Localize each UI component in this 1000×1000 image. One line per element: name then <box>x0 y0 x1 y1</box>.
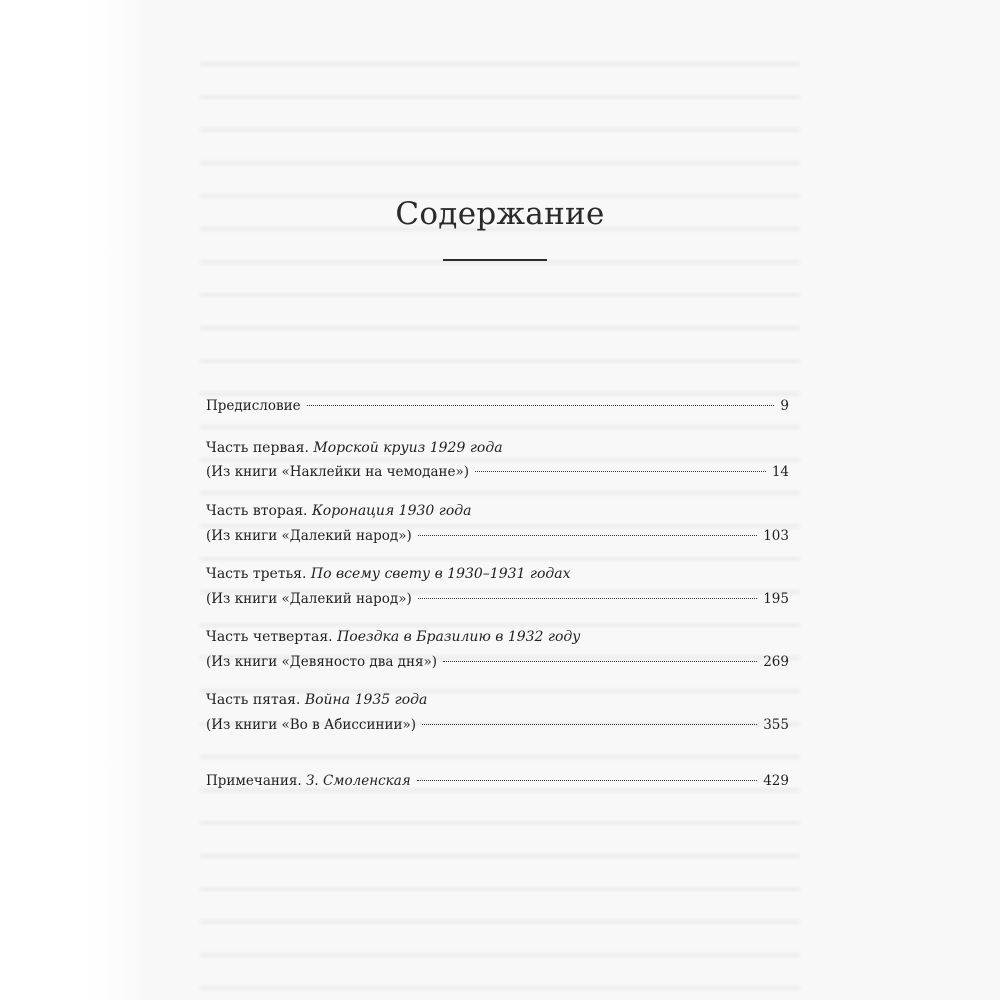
toc-page-number: 103 <box>763 528 789 544</box>
part-title: Морской круиз 1929 года <box>313 440 503 456</box>
page-title: Содержание <box>395 196 605 232</box>
title-underline <box>443 259 547 261</box>
toc-page-number: 269 <box>763 654 789 670</box>
toc-entry-label: Предисловие <box>206 398 301 414</box>
part-source: (Из книги «Наклейки на чемодане») <box>206 464 470 480</box>
page-edge-shading <box>0 0 150 1000</box>
toc-entry-part-2[interactable] <box>206 528 789 550</box>
dot-leader <box>418 597 758 599</box>
dot-leader <box>422 723 757 725</box>
part-title: Поездка в Бразилию в 1932 году <box>337 629 581 645</box>
toc-entry-part-1[interactable] <box>206 464 789 486</box>
part-label: Часть пятая. <box>206 692 301 708</box>
toc-entry-notes[interactable] <box>206 773 789 795</box>
part-source: (Из книги «Далекий народ») <box>206 528 412 544</box>
part-label: Часть первая. <box>206 440 309 456</box>
toc-page-number: 355 <box>763 717 789 733</box>
toc-page-number: 9 <box>780 398 789 414</box>
toc-entry-part-3[interactable] <box>206 591 789 613</box>
toc-entry-part-5[interactable] <box>206 717 789 739</box>
toc-entry-part-4[interactable] <box>206 654 789 676</box>
part-source: (Из книги «Далекий народ») <box>206 591 412 607</box>
toc-page-number: 429 <box>763 773 789 789</box>
part-title: Война 1935 года <box>304 692 428 708</box>
part-label: Часть четвертая. <box>206 629 333 645</box>
toc-page-number: 14 <box>771 464 789 480</box>
toc-page-number: 195 <box>763 591 789 607</box>
part-label: Часть третья. <box>206 566 307 582</box>
dot-leader <box>475 470 766 472</box>
toc-part-heading-4[interactable] <box>206 629 580 645</box>
notes-label: Примечания. <box>206 773 302 789</box>
toc-part-heading-3[interactable] <box>206 566 571 582</box>
dot-leader <box>417 779 758 781</box>
toc-entry-label <box>206 773 411 789</box>
notes-author: З. Смоленская <box>305 773 411 789</box>
part-title: Коронация 1930 года <box>311 503 472 519</box>
dot-leader <box>443 660 757 662</box>
part-source: (Из книги «Девяносто два дня») <box>206 654 438 670</box>
part-label: Часть вторая. <box>206 503 308 519</box>
toc-part-heading-1[interactable] <box>206 440 503 456</box>
toc-part-heading-2[interactable] <box>206 503 471 519</box>
part-title: По всему свету в 1930–1931 годах <box>310 566 571 582</box>
dot-leader <box>418 534 758 536</box>
part-source: (Из книги «Во в Абиссинии») <box>206 717 416 733</box>
dot-leader <box>307 404 775 406</box>
toc-entry-preface[interactable] <box>206 398 789 420</box>
toc-part-heading-5[interactable] <box>206 692 427 708</box>
